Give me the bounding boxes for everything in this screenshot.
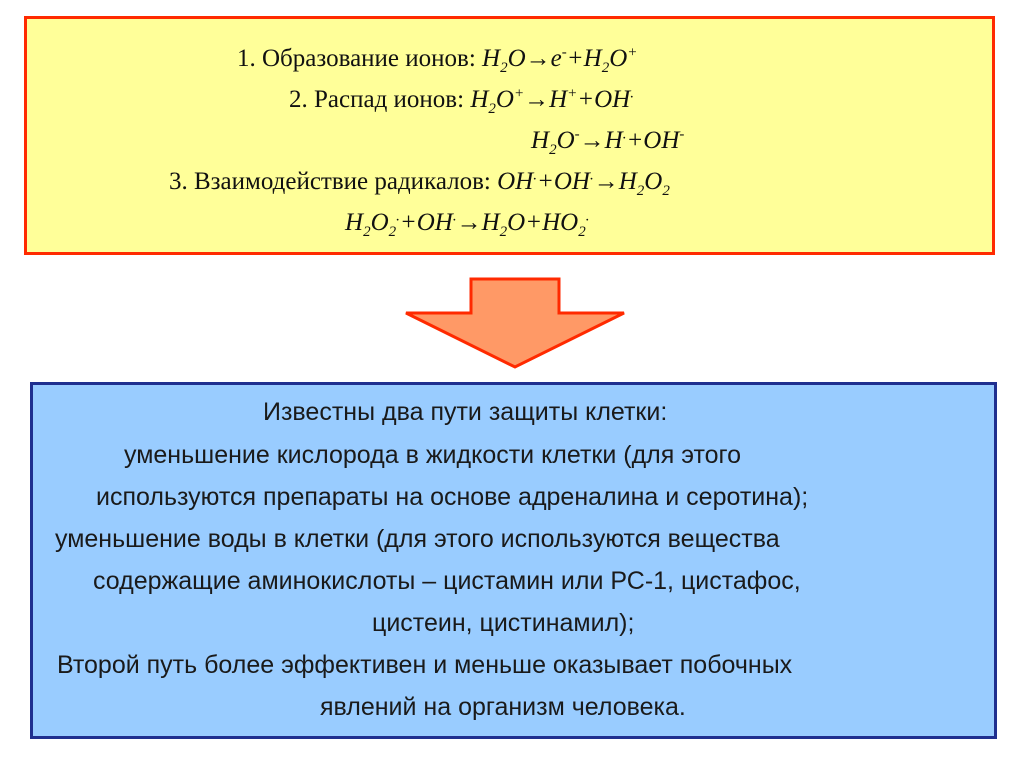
reaction-formula: $H_2O_2^.+OH^.\to H_2O+HO_2^.$ [345, 208, 590, 240]
reaction-line-4 [169, 167, 670, 199]
reaction-formula: $H_2O^-\to H^.+OH^-$ [531, 126, 685, 158]
protection-line: явлений на организм человека. [320, 693, 686, 721]
reaction-line-3 [531, 126, 685, 158]
reaction-formula: $OH^.+OH^.\to H_2O_2$ [497, 167, 670, 199]
reaction-label: 2. Распад ионов: [289, 86, 471, 113]
protection-line: уменьшение кислорода в жидкости клетки (для этого [124, 441, 741, 469]
down-arrow-icon [402, 277, 628, 369]
protection-heading: Известны два пути защиты клетки: [263, 398, 668, 426]
reaction-line-1 [237, 44, 638, 76]
reaction-formula: $H_2O^+\to H^++OH^.$ [470, 85, 634, 117]
reaction-formula: $H_2O\to e^-+H_2O^+$ [482, 44, 638, 76]
reaction-label: 3. Взаимодействие радикалов: [169, 168, 498, 195]
reaction-label: 1. Образование ионов: [237, 45, 483, 72]
protection-box [30, 382, 997, 739]
protection-line: цистеин, цистинамил); [372, 609, 635, 637]
reactions-box [24, 16, 995, 255]
reaction-line-5 [345, 208, 590, 240]
protection-line: уменьшение воды в клетки (для этого используются вещества [55, 525, 780, 553]
reaction-line-2 [289, 85, 634, 117]
protection-line: содержащие аминокислоты – цистамин или РС-1, цистафос, [93, 567, 801, 595]
protection-line: Второй путь более эффективен и меньше оказывает побочных [57, 651, 793, 679]
protection-line: используются препараты на основе адреналина и серотина); [96, 483, 809, 511]
